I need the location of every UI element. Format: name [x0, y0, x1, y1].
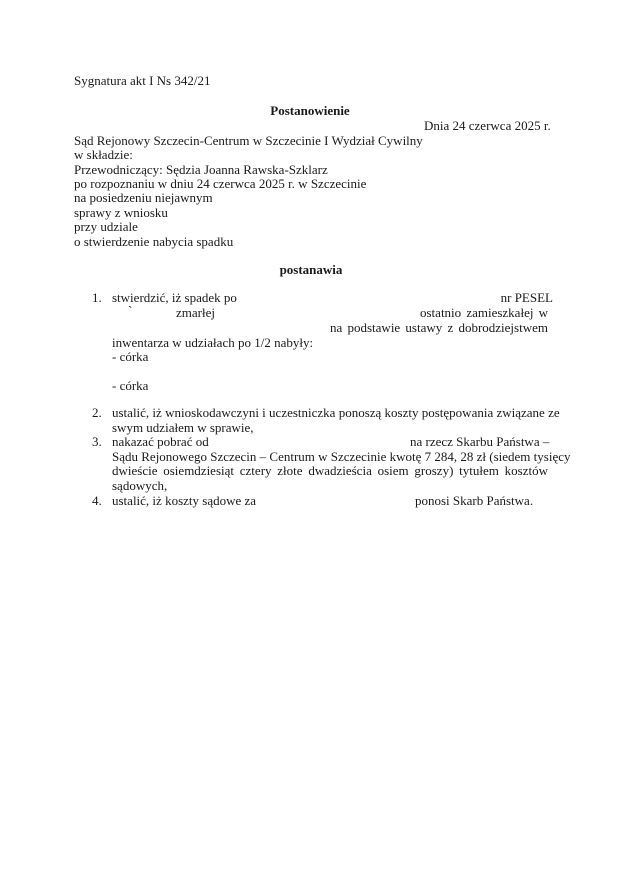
- document-title: Postanowienie: [270, 103, 350, 118]
- item-text: inwentarza w udziałach po 1/2 nabyły:: [112, 335, 314, 350]
- intro-line: Sąd Rejonowy Szczecin-Centrum w Szczecinie I Wydział Cywilny: [74, 133, 423, 148]
- intro-line: po rozpoznaniu w dniu 24 czerwca 2025 r. w Szczecinie: [74, 176, 367, 191]
- item-text: na podstawie ustawy z dobrodziejstwem: [330, 320, 548, 335]
- item-text: nakazać pobrać od: [112, 434, 209, 449]
- item-number: 1.: [92, 290, 102, 305]
- intro-line: o stwierdzenie nabycia spadku: [74, 234, 234, 249]
- document-date: Dnia 24 czerwca 2025 r.: [424, 118, 551, 133]
- intro-line: w składzie:: [74, 147, 133, 162]
- intro-line: na posiedzeniu niejawnym: [74, 190, 213, 205]
- intro-line: sprawy z wniosku: [74, 205, 168, 220]
- item-text: ponosi Skarb Państwa.: [415, 493, 534, 508]
- item-text: ustalić, iż wnioskodawczyni i uczestniczka ponoszą koszty postępowania związane ze: [112, 405, 560, 420]
- intro-line: Przewodniczący: Sędzia Joanna Rawska-Szklarz: [74, 162, 328, 177]
- item-number: 3.: [92, 434, 102, 449]
- item-text: ostatnio zamieszkałej w: [420, 305, 548, 320]
- item-text: nr PESEL: [500, 290, 553, 305]
- decision-heading: postanawia: [279, 262, 343, 277]
- item-text: ustalić, iż koszty sądowe za: [112, 493, 257, 508]
- item-text: - córka: [112, 349, 149, 364]
- intro-line: przy udziale: [74, 219, 138, 234]
- item-text: stwierdzić, iż spadek po: [112, 290, 237, 305]
- item-number: 2.: [92, 405, 102, 420]
- item-text: Sądu Rejonowego Szczecin – Centrum w Szczecinie kwotę 7 284, 28 zł (siedem tysięcy: [112, 449, 571, 464]
- item-text: na rzecz Skarbu Państwa –: [410, 434, 550, 449]
- item-text: swym udziałem w sprawie,: [112, 420, 254, 435]
- item-text: - córka: [112, 378, 149, 393]
- item-text: sądowych,: [112, 478, 168, 493]
- case-signature: Sygnatura akt I Ns 342/21: [74, 73, 211, 88]
- item-text: zmarłej: [176, 305, 215, 320]
- item-text: dwieście osiemdziesiąt cztery złote dwadzieścia osiem groszy) tytułem kosztów: [112, 463, 548, 478]
- item-text: `: [128, 303, 133, 318]
- item-number: 4.: [92, 493, 102, 508]
